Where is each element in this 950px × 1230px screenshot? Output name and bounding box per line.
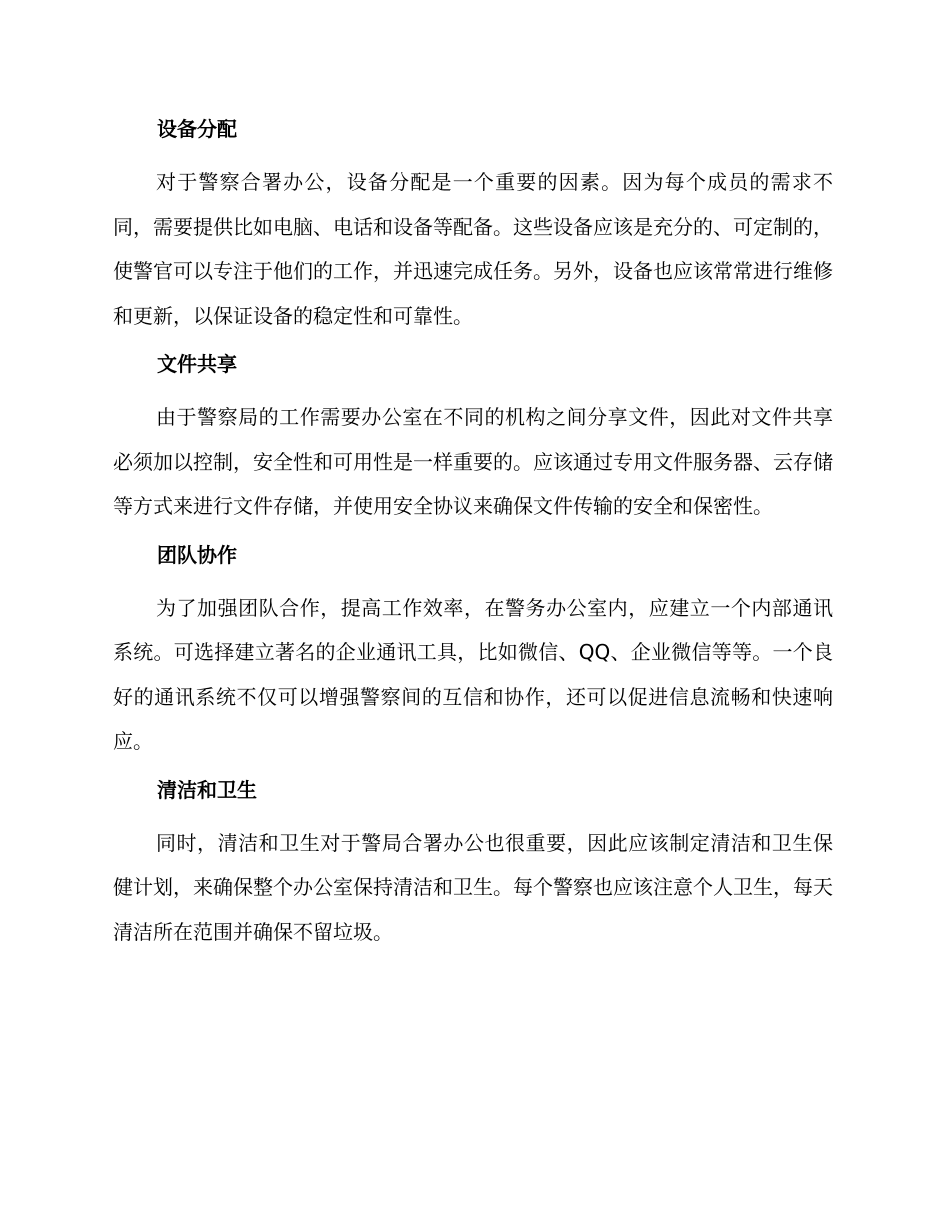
section-paragraph: 由于警察局的工作需要办公室在不同的机构之间分享文件，因此对文件共享必须加以控制，安全性和可用性是一样重要的。应该通过专用文件服务器、云存储等方式来进行文件存储，并使用安全协议来确保文件传输的安全和保密性。 [113, 405, 833, 518]
section-heading: 文件共享 [157, 352, 237, 376]
document-content [113, 112, 833, 954]
section-heading: 设备分配 [157, 117, 237, 141]
section-team-collaboration [113, 538, 833, 764]
section-paragraph: 为了加强团队合作，提高工作效率，在警务办公室内，应建立一个内部通讯系统。可选择建立著名的企业通讯工具，比如微信、QQ、企业微信等等。一个良好的通讯系统不仅可以增强警察间的互信和协作，还可以促进信息流畅和快速响应。 [113, 595, 833, 753]
section-heading: 清洁和卫生 [157, 777, 257, 802]
section-paragraph: 对于警察合署办公，设备分配是一个重要的因素。因为每个成员的需求不同，需要提供比如电脑、电话和设备等配备。这些设备应该是充分的、可定制的，使警官可以专注于他们的工作，并迅速完成任务。另外，设备也应该常常进行维修和更新，以保证设备的稳定性和可靠性。 [113, 170, 833, 328]
section-equipment-allocation [113, 112, 833, 338]
section-cleaning-hygiene [113, 773, 833, 955]
section-file-sharing [113, 347, 833, 529]
section-heading: 团队协作 [157, 542, 237, 567]
section-paragraph: 同时，清洁和卫生对于警局合署办公也很重要，因此应该制定清洁和卫生保健计划，来确保整个办公室保持清洁和卫生。每个警察也应该注意个人卫生，每天清洁所在范围并确保不留垃圾。 [113, 830, 833, 944]
